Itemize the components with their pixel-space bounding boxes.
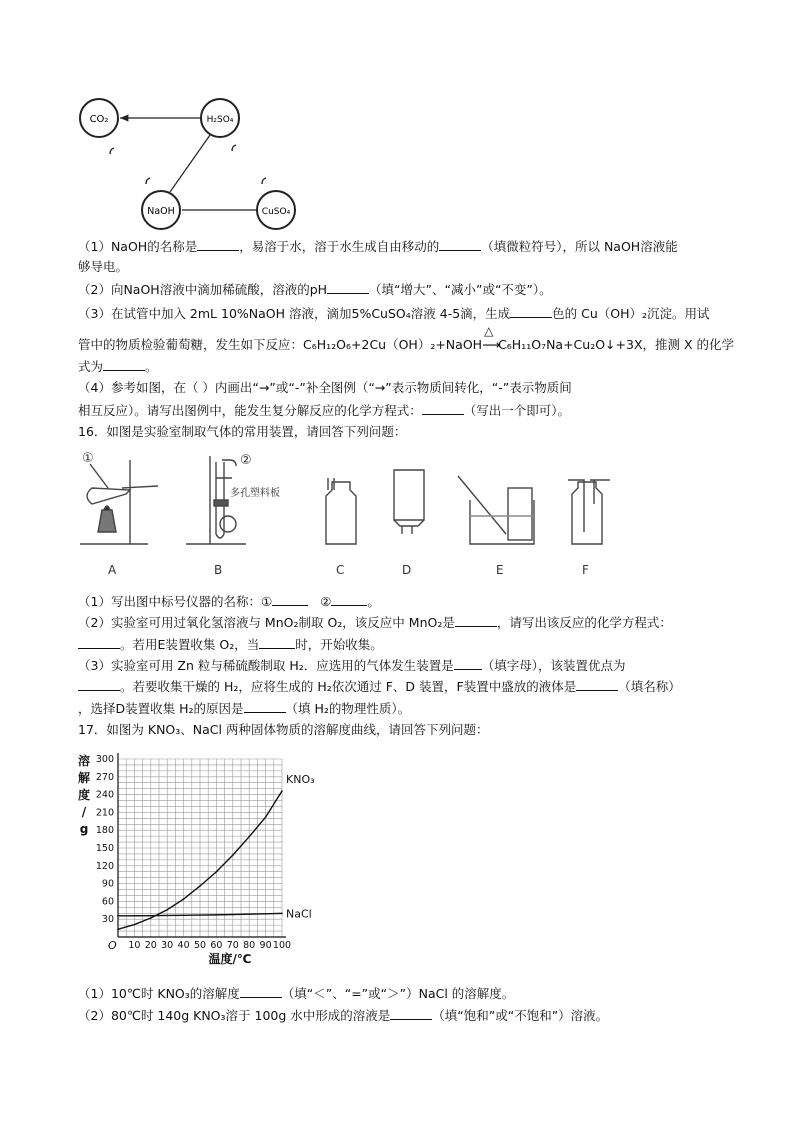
text: （1）10℃时 KNO₃的溶解度 (78, 986, 240, 1001)
data-point (199, 914, 201, 916)
q15-part2 (78, 281, 552, 298)
apparatus-d (394, 470, 424, 534)
q16-title (78, 424, 406, 440)
answer-blank[interactable] (576, 678, 618, 691)
x-tick-label: 60 (210, 940, 223, 951)
q15-part3-line3 (78, 358, 158, 375)
text: 17．如图为 KNO₃、NaCl 两种固体物质的溶解度曲线，请回答下列问题： (78, 722, 489, 737)
data-point (232, 854, 234, 856)
paren-mark (110, 148, 114, 154)
q16-part2-line1 (78, 614, 672, 631)
answer-blank[interactable] (510, 305, 552, 318)
q15-part1-line2 (78, 259, 128, 275)
label-c: C (336, 563, 345, 577)
q17-title (78, 722, 488, 738)
text: 够导电。 (78, 259, 129, 274)
reaction-diagram (70, 90, 310, 230)
label-porous-board: 多孔塑料板 (230, 488, 280, 499)
answer-blank[interactable] (422, 402, 464, 415)
label-circle-1: ① (82, 451, 94, 466)
x-tick-label: 100 (272, 940, 292, 951)
y-axis-label-char: g (79, 822, 89, 836)
label-b: B (214, 563, 223, 577)
apparatus-b (186, 456, 246, 544)
series-label: KNO₃ (286, 773, 315, 787)
answer-blank[interactable] (272, 593, 308, 606)
text: （填“＜”、“=”或“＞”）NaCl 的溶解度。 (281, 986, 515, 1001)
data-point (216, 914, 218, 916)
text: C₆H₁₁O₇Na+Cu₂O↓+3X，推测 X 的化学 (498, 337, 735, 352)
q16-part3-line1 (78, 657, 626, 674)
apparatus-e (458, 476, 534, 544)
text: 。 (367, 594, 380, 609)
data-point (281, 790, 283, 792)
q15-part4-line2 (78, 402, 570, 419)
data-point (248, 913, 250, 915)
data-point (248, 836, 250, 838)
x-tick-label: 70 (226, 940, 239, 951)
text: （2）向NaOH溶液中滴加稀硫酸，溶液的pH (78, 282, 328, 297)
answer-blank[interactable] (327, 281, 369, 294)
text: （1）写出图中标号仪器的名称：① (78, 594, 273, 609)
arrow-glyph: ⟶ (482, 337, 500, 352)
data-point (232, 914, 234, 916)
paren-mark (262, 178, 266, 184)
q16-part1 (78, 593, 380, 610)
text: （填 H₂的物理性质）。 (285, 701, 411, 716)
apparatus-figure (78, 448, 638, 580)
data-point (134, 924, 136, 926)
text: （填名称） (618, 679, 681, 694)
q15-part3-line2 (78, 324, 735, 353)
answer-blank[interactable] (390, 1007, 432, 1020)
text: 相互反应）。请写出图例中，能发生复分解反应的化学方程式： (78, 403, 422, 418)
data-point (183, 898, 185, 900)
text: 时，开始收集。 (295, 637, 383, 652)
q16-part3-line3 (78, 700, 410, 717)
answer-blank[interactable] (197, 238, 239, 251)
data-point (183, 914, 185, 916)
answer-blank[interactable] (78, 636, 120, 649)
answer-blank[interactable] (259, 636, 295, 649)
text: （3）在试管中加入 2mL 10%NaOH 溶液，滴加5%CuSO₄溶液 4-5滴，生成 (78, 306, 511, 321)
series-label: NaCl (286, 907, 312, 921)
q17-part2 (78, 1007, 608, 1024)
text: （3）实验室可用 Zn 粒与稀硫酸制取 H₂．应选用的气体发生装置是 (78, 658, 454, 673)
y-axis-label-char: / (81, 805, 87, 819)
data-point (134, 915, 136, 917)
apparatus-f (568, 480, 610, 544)
answer-blank[interactable] (78, 678, 120, 691)
text: 。 (145, 359, 158, 374)
q15-part4-line1 (78, 380, 572, 396)
answer-blank[interactable] (103, 358, 145, 371)
text: 。若用E装置收集 O₂，当 (120, 637, 260, 652)
text: 式为 (78, 359, 104, 374)
x-axis-label: 温度/℃ (208, 952, 252, 966)
x-tick-label: 10 (128, 940, 141, 951)
reaction-arrow (482, 324, 500, 353)
text: ，请写出该反应的化学方程式： (496, 615, 672, 630)
text: ② (320, 594, 332, 609)
x-tick-label: 30 (161, 940, 174, 951)
q15-part3-line1 (78, 305, 710, 322)
q16-part3-line2 (78, 678, 681, 695)
data-point (150, 915, 152, 917)
node-cuso4-label: CuSO₄ (261, 207, 291, 217)
answer-blank[interactable] (455, 614, 497, 627)
y-tick-label: 240 (95, 789, 114, 801)
apparatus-a (80, 460, 158, 544)
y-tick-label: 90 (101, 878, 114, 890)
text: （填微粒符号），所以 NaOH溶液能 (481, 239, 678, 254)
text: （填“增大”、“减小”或“不变”）。 (369, 282, 552, 297)
solubility-chart (70, 745, 340, 975)
label-e: E (496, 563, 504, 577)
answer-blank[interactable] (439, 238, 481, 251)
q17-part1 (78, 985, 514, 1002)
text: （填字母），该装置优点为 (481, 658, 626, 673)
paren-mark (146, 178, 150, 184)
x-tick-label: 50 (193, 940, 207, 951)
heat-condition: △ (484, 324, 494, 338)
origin-label: O (108, 939, 117, 952)
answer-blank[interactable] (240, 985, 282, 998)
data-point (216, 871, 218, 873)
y-axis-label-char: 度 (77, 788, 91, 802)
y-axis-label-char: 解 (77, 771, 91, 785)
chart-axes (118, 753, 286, 937)
q15-part1-line1 (78, 238, 678, 255)
data-point (166, 915, 168, 917)
text: ，易溶于水，溶于水生成自由移动的 (239, 239, 440, 254)
text: （写出一个即可）。 (463, 403, 571, 418)
text: （2）实验室可用过氧化氢溶液与 MnO₂制取 O₂，该反应中 MnO₂是 (78, 615, 455, 630)
q16-part2-line2 (78, 636, 383, 653)
data-point (117, 928, 119, 930)
y-tick-label: 300 (95, 754, 114, 765)
data-point (265, 816, 267, 818)
node-h2so4-label: H₂SO₄ (206, 115, 234, 125)
text: 。若要收集干燥的 H₂，应将生成的 H₂依次通过 F、D 装置，F装置中盛放的液体是 (120, 679, 577, 694)
text: （2）80℃时 140g KNO₃溶于 100g 水中形成的溶液是 (78, 1008, 391, 1023)
data-point (281, 913, 283, 915)
y-axis-label-char: 溶 (77, 754, 91, 768)
data-point (150, 917, 152, 919)
apparatus-c (326, 478, 356, 544)
label-a: A (108, 563, 117, 577)
answer-blank[interactable] (244, 700, 286, 713)
label-d: D (402, 563, 412, 577)
line-h2so4-naoh (170, 135, 210, 192)
text: （4）参考如图，在（ ）内画出“→”或“-”补全图例（“→”表示物质间转化，“-”表示物质间 (78, 380, 572, 395)
label-f: F (582, 563, 589, 577)
x-tick-label: 90 (259, 940, 272, 951)
x-tick-label: 20 (144, 940, 157, 951)
x-tick-label: 40 (177, 940, 190, 951)
x-tick-label: 80 (243, 940, 256, 951)
node-naoh-label: NaOH (147, 206, 175, 217)
text: ，选择D装置收集 H₂的原因是 (78, 701, 244, 716)
y-tick-label: 270 (95, 771, 114, 783)
paren-mark (232, 145, 236, 151)
y-tick-label: 60 (101, 896, 114, 908)
y-tick-label: 210 (95, 807, 114, 819)
chart-labels (78, 753, 315, 966)
label-circle-2: ② (240, 453, 252, 468)
answer-blank[interactable] (454, 657, 482, 670)
node-co2-label: CO₂ (89, 114, 109, 125)
y-tick-label: 150 (95, 843, 114, 854)
text: （填“饱和”或“不饱和”）溶液。 (432, 1008, 609, 1023)
answer-blank[interactable] (331, 593, 367, 606)
chart-grid (118, 759, 282, 937)
text: 色的 Cu（OH）₂沉淀。用试 (552, 306, 710, 321)
y-tick-label: 30 (101, 914, 114, 926)
text: 16．如图是实验室制取气体的常用装置，请回答下列问题： (78, 424, 407, 439)
data-point (166, 909, 168, 911)
data-point (117, 915, 119, 917)
text: （1）NaOH的名称是 (78, 239, 198, 254)
text: 管中的物质检验葡萄糖，发生如下反应：C₆H₁₂O₆+2Cu（OH）₂+NaOH (78, 337, 483, 352)
y-tick-label: 120 (95, 860, 114, 872)
y-tick-label: 180 (95, 825, 114, 837)
data-point (265, 913, 267, 915)
data-point (199, 885, 201, 887)
